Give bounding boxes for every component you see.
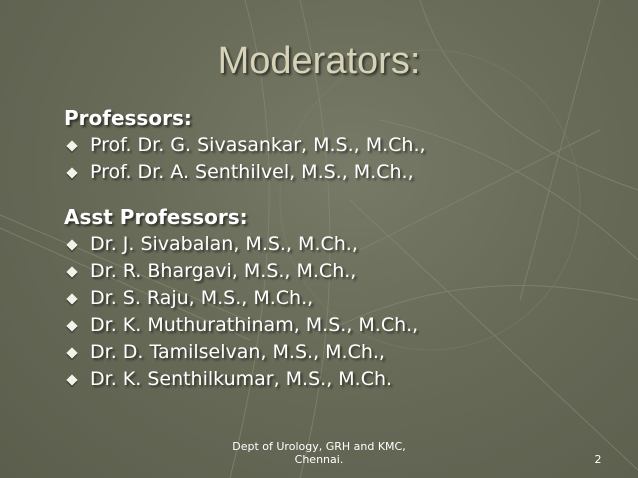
- diamond-bullet-icon: [66, 293, 77, 304]
- page-number: 2: [594, 453, 602, 466]
- slide-title: Moderators:: [217, 40, 421, 82]
- list-item: [64, 258, 624, 285]
- slide-content: [64, 104, 624, 393]
- diamond-bullet-icon: [66, 239, 77, 250]
- section-spacer: [64, 186, 624, 203]
- footer-line-2: Chennai.: [294, 453, 344, 466]
- diamond-bullet-icon: [66, 140, 77, 151]
- list-item-text: Dr. S. Raju, M.S., M.Ch.,: [90, 287, 314, 309]
- list-item: [64, 285, 624, 312]
- list-item-text: Dr. R. Bhargavi, M.S., M.Ch.,: [90, 260, 357, 282]
- professors-list: [64, 132, 624, 186]
- section-heading-professors: Professors:: [64, 106, 192, 130]
- list-item-text: Prof. Dr. A. Senthilvel, M.S., M.Ch.,: [90, 161, 414, 183]
- slide-footer: [209, 440, 429, 466]
- list-item: [64, 312, 624, 339]
- list-item: [64, 366, 624, 393]
- list-item: [64, 132, 624, 159]
- diamond-bullet-icon: [66, 266, 77, 277]
- list-item-text: Prof. Dr. G. Sivasankar, M.S., M.Ch.,: [90, 134, 426, 156]
- list-item-text: Dr. J. Sivabalan, M.S., M.Ch.,: [90, 233, 358, 255]
- section-heading-asst-professors: Asst Professors:: [64, 205, 248, 229]
- diamond-bullet-icon: [66, 167, 77, 178]
- diamond-bullet-icon: [66, 320, 77, 331]
- list-item-text: Dr. K. Senthilkumar, M.S., M.Ch.: [90, 368, 393, 390]
- list-item: [64, 339, 624, 366]
- footer-line-1: Dept of Urology, GRH and KMC,: [232, 440, 406, 453]
- list-item: [64, 159, 624, 186]
- asst-professors-list: [64, 231, 624, 393]
- diamond-bullet-icon: [66, 374, 77, 385]
- list-item: [64, 231, 624, 258]
- diamond-bullet-icon: [66, 347, 77, 358]
- list-item-text: Dr. D. Tamilselvan, M.S., M.Ch.,: [90, 341, 385, 363]
- list-item-text: Dr. K. Muthurathinam, M.S., M.Ch.,: [90, 314, 419, 336]
